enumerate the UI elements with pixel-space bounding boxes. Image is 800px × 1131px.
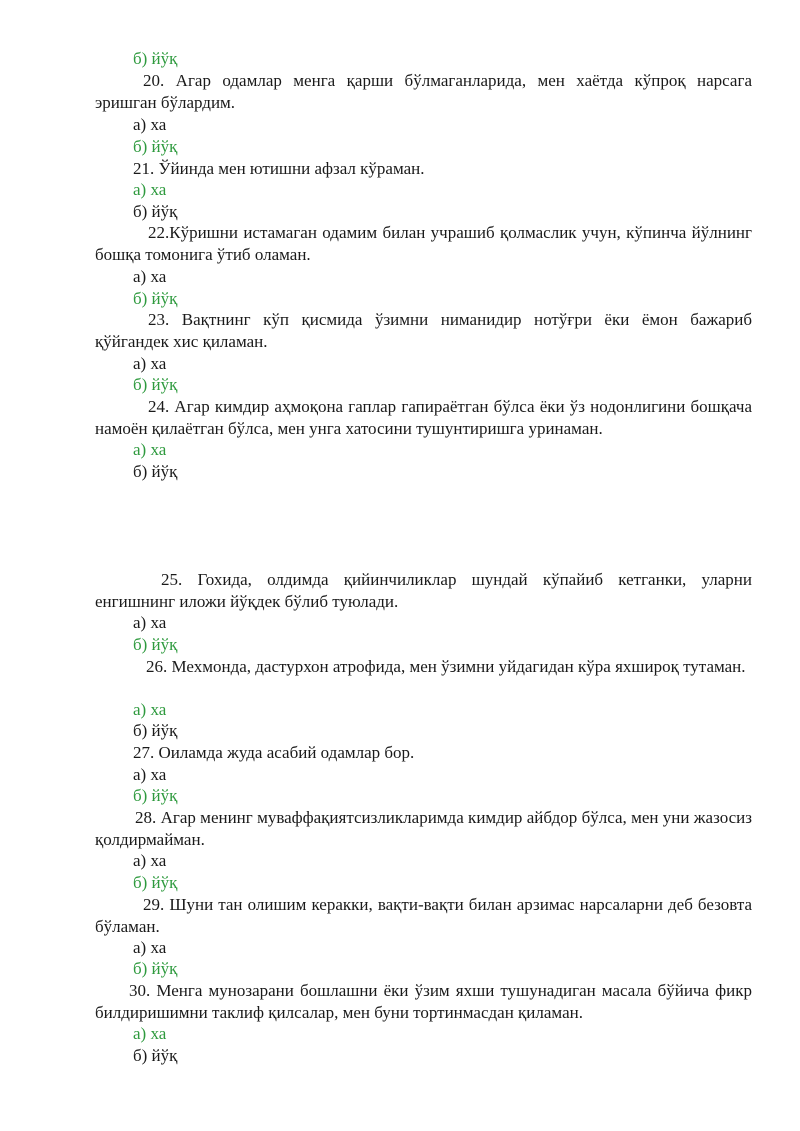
question-24-option-a: а) ха: [133, 440, 167, 459]
question-20-option-b: б) йўқ: [133, 137, 178, 156]
question-28-option-a: а) ха: [133, 851, 167, 870]
question-29-text: 29. Шуни тан олишим керакки, вақти-вақти билан арзимас нарсаларни деб безовта бўламан.: [95, 895, 752, 936]
question-20-text: 20. Агар одамлар менга қарши бўлмаганларида, мен хаётда кўпроқ нарсага эришган бўлардим.: [95, 71, 752, 112]
question-21-text: 21. Ўйинда мен ютишни афзал кўраман.: [133, 159, 425, 178]
question-21-option-a: а) ха: [133, 180, 167, 199]
question-25-option-a: а) ха: [133, 613, 167, 632]
question-24-text: 24. Агар кимдир аҳмоқона гаплар гапираётган бўлса ёки ўз нодонлигини бошқача намоён қилаётган бўлса, мен унга хатосини тушунтиришга уринаман.: [95, 397, 752, 438]
question-22-option-a: а) ха: [133, 267, 167, 286]
question-27-option-b: б) йўқ: [133, 786, 178, 805]
question-27-text: 27. Оиламда жуда асабий одамлар бор.: [133, 743, 415, 762]
question-28-option-b: б) йўқ: [133, 873, 178, 892]
question-25-option-b: б) йўқ: [133, 635, 178, 654]
question-29-option-a: а) ха: [133, 938, 167, 957]
question-28-text: 28. Агар менинг муваффақиятсизликларимда кимдир айбдор бўлса, мен уни жазосиз қолдирмайман.: [95, 808, 752, 849]
question-23-option-a: а) ха: [133, 354, 167, 373]
question-20-option-a: а) ха: [133, 115, 167, 134]
question-25-text: 25. Гохида, олдимда қийинчиликлар шундай кўпайиб кетганки, уларни енгишнинг иложи йўқдек бўлиб туюлади.: [95, 570, 752, 611]
question-22-text: 22.Кўришни истамаган одамим билан учрашиб қолмаслик учун, кўпинча йўлнинг бошқа томонига ўтиб оламан.: [95, 223, 752, 264]
question-26-option-b: б) йўқ: [133, 721, 178, 740]
question-26-option-a: а) ха: [133, 700, 167, 719]
question-22-option-b: б) йўқ: [133, 289, 178, 308]
answer-option-b-highlighted: б) йўқ: [133, 49, 178, 68]
question-23-text: 23. Вақтнинг кўп қисмида ўзимни ниманидир нотўғри ёки ёмон бажариб қўйгандек хис қиламан.: [95, 310, 752, 351]
question-26-text: 26. Мехмонда, дастурхон атрофида, мен ўзимни уйдагидан кўра яхшироқ тутаман.: [146, 657, 746, 676]
question-27-option-a: а) ха: [133, 765, 167, 784]
question-23-option-b: б) йўқ: [133, 375, 178, 394]
question-30-option-b: б) йўқ: [133, 1046, 178, 1065]
question-30-option-a: а) ха: [133, 1024, 167, 1043]
question-21-option-b: б) йўқ: [133, 202, 178, 221]
question-30-text: 30. Менга мунозарани бошлашни ёки ўзим яхши тушунадиган масала бўйича фикр билдиришимни таклиф қилсалар, мен буни тортинмасдан қиламан.: [95, 981, 752, 1022]
question-29-option-b: б) йўқ: [133, 959, 178, 978]
question-24-option-b: б) йўқ: [133, 462, 178, 481]
